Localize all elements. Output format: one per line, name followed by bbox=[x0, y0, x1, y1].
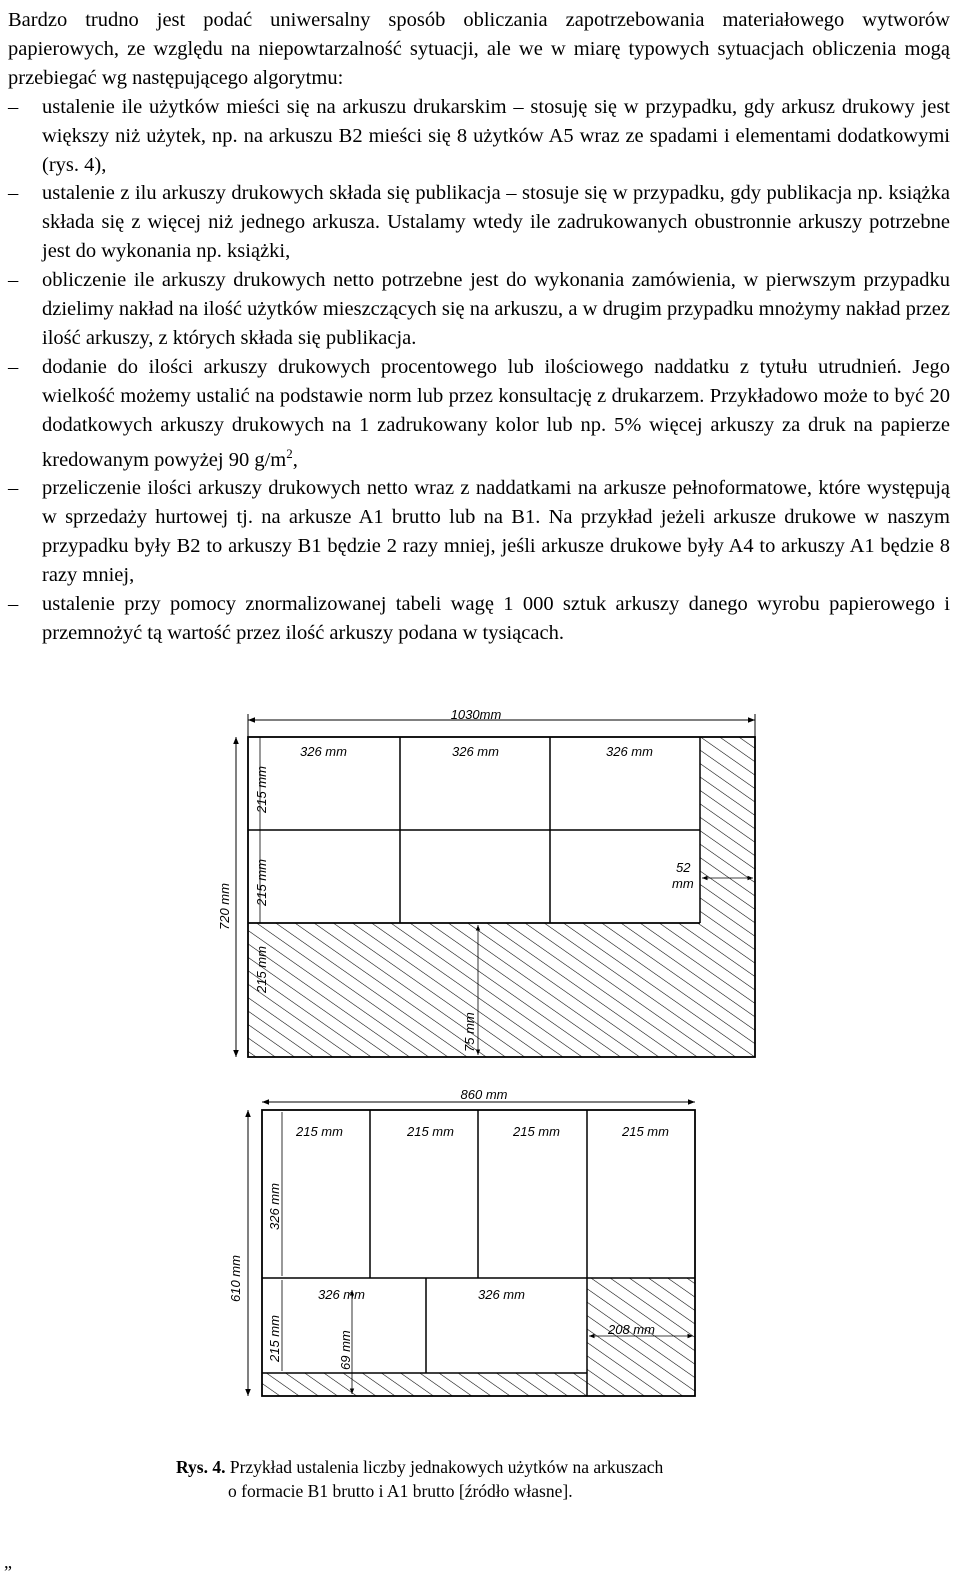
dash: – bbox=[8, 477, 19, 500]
list-item bbox=[8, 474, 950, 590]
sheet-a1 bbox=[248, 1102, 695, 1396]
caption-text-1: Przykład ustalenia liczby jednakowych użytków na arkuszach bbox=[225, 1457, 664, 1477]
fig1-right-waste-label: 52 bbox=[676, 860, 691, 875]
step-text: obliczenie ile arkuszy drukowych netto potrzebne jest do wykonania zamówienia, w pierwszym przypadku dzielimy nakład na ilość użytków mieszczących się na arkuszu, a w drugim przypadku mnożymy nakład przez ilość arkuszy, z których składa się publikacja. bbox=[42, 269, 950, 349]
dash: – bbox=[8, 95, 19, 118]
step-text: ustalenie przy pomocy znormalizowanej tabeli wagę 1 000 sztuk arkuszy danego wyrobu papierowego i przemnożyć tą wartość przez ilość arkuszy podana w tysiącach. bbox=[42, 592, 950, 644]
fig1-width-label: 1030mm bbox=[450, 707, 502, 722]
fig1-col-label: 326 mm bbox=[300, 744, 347, 759]
figure-caption bbox=[176, 1455, 663, 1503]
superscript: 2 bbox=[286, 445, 293, 461]
fig2-col-label: 215 mm bbox=[296, 1124, 343, 1139]
fig2-height-label: 610 mm bbox=[228, 1255, 243, 1302]
dash: – bbox=[8, 355, 19, 378]
step-text: ustalenie ile użytków mieści się na arkuszu drukarskim – stosuję się w przypadku, gdy arkusz drukowy jest większy niż użytek, np. na arkuszu B2 mieści się 8 użytków A5 wraz ze spadami i elementami dodatkowymi (rys. 4), bbox=[42, 95, 950, 176]
fig2-col-bottom-label: 326 mm bbox=[478, 1287, 525, 1302]
list-item bbox=[8, 590, 950, 648]
intro-paragraph: Bardzo trudno jest podać uniwersalny sposób obliczania zapotrzebowania materiałowego wytworów papierowych, ze względu na niepowtarzalność sytuacji, ale we w miarę typowych sytuacjach obliczenia mogą przebiegać wg następującego algorytmu: bbox=[8, 9, 950, 89]
caption-line-1 bbox=[176, 1455, 663, 1479]
fig1-col-label: 326 mm bbox=[452, 744, 499, 759]
list-item bbox=[8, 266, 950, 353]
step-text: przeliczenie ilości arkuszy drukowych netto wraz z naddatkami na arkusze pełnoformatowe, które występują w sprzedaży hurtowej tj. na arkusze A1 brutto lub na B1. Na przykład jeżeli arkusze drukowe w naszym przypadku były B2 to arkuszy B1 będzie 2 razy mniej, jeśli arkusze drukowe były A4 to arkuszy A1 będzie 8 razy mniej, bbox=[42, 477, 950, 587]
fig1-row-label: 215 mm bbox=[254, 946, 269, 993]
bottom-waste-area bbox=[262, 1373, 587, 1396]
figure-sheet-layouts bbox=[0, 690, 960, 1450]
fig2-col-bottom-label: 326 mm bbox=[318, 1287, 365, 1302]
footer-mark: „ bbox=[4, 1552, 12, 1572]
fig2-col-label: 215 mm bbox=[513, 1124, 560, 1139]
fig1-right-waste-unit: mm bbox=[672, 876, 694, 891]
list-item bbox=[8, 179, 950, 266]
fig2-width-label: 860 mm bbox=[460, 1087, 508, 1102]
right-waste-area bbox=[587, 1278, 695, 1396]
step-text: dodanie do ilości arkuszy drukowych procentowego lub ilościowego naddatku z tytułu utrudnień. Jego wielkość możemy ustalić na podstawie norm lub przez konsultację z drukarzem. Przykładowo może to być 20 dodatkowych arkuszy drukowych na 1 zadrukowany kolor lub np. 5% więcej arkuszy za druk na papierze kredowanym powyżej 90 g/m bbox=[42, 355, 950, 471]
dash: – bbox=[8, 182, 19, 205]
body-text bbox=[8, 6, 950, 648]
fig2-row-label: 326 mm bbox=[267, 1183, 282, 1230]
fig1-bottom-waste-label: 75 mm bbox=[462, 1012, 477, 1052]
caption-label: Rys. 4. bbox=[176, 1457, 226, 1477]
fig2-bottom-waste-label: 69 mm bbox=[338, 1330, 353, 1370]
list-item bbox=[8, 353, 950, 474]
fig2-col-label: 215 mm bbox=[622, 1124, 669, 1139]
fig1-col-label: 326 mm bbox=[606, 744, 653, 759]
list-item bbox=[8, 93, 950, 180]
fig1-row-label: 215 mm bbox=[254, 859, 269, 906]
step-end: , bbox=[292, 448, 298, 471]
dash: – bbox=[8, 269, 19, 292]
dash: – bbox=[8, 592, 19, 615]
fig1-height-label: 720 mm bbox=[217, 883, 232, 930]
fig1-row-label: 215 mm bbox=[254, 766, 269, 813]
fig2-col-label: 215 mm bbox=[407, 1124, 454, 1139]
fig2-right-waste-label: 208 mm bbox=[608, 1322, 655, 1337]
step-text: ustalenie z ilu arkuszy drukowych składa się publikacja – stosuje się w przypadku, gdy publikacja np. książka składa się z więcej niż jednego arkusza. Ustalamy wtedy ile zadrukowanych obustronnie arkuszy potrzebne jest do wykonania np. książki, bbox=[42, 182, 950, 263]
caption-line-2: o formacie B1 brutto i A1 brutto [źródło własne]. bbox=[228, 1481, 573, 1501]
fig2-row-bottom-label: 215 mm bbox=[267, 1315, 282, 1362]
right-waste-area bbox=[700, 737, 755, 1057]
